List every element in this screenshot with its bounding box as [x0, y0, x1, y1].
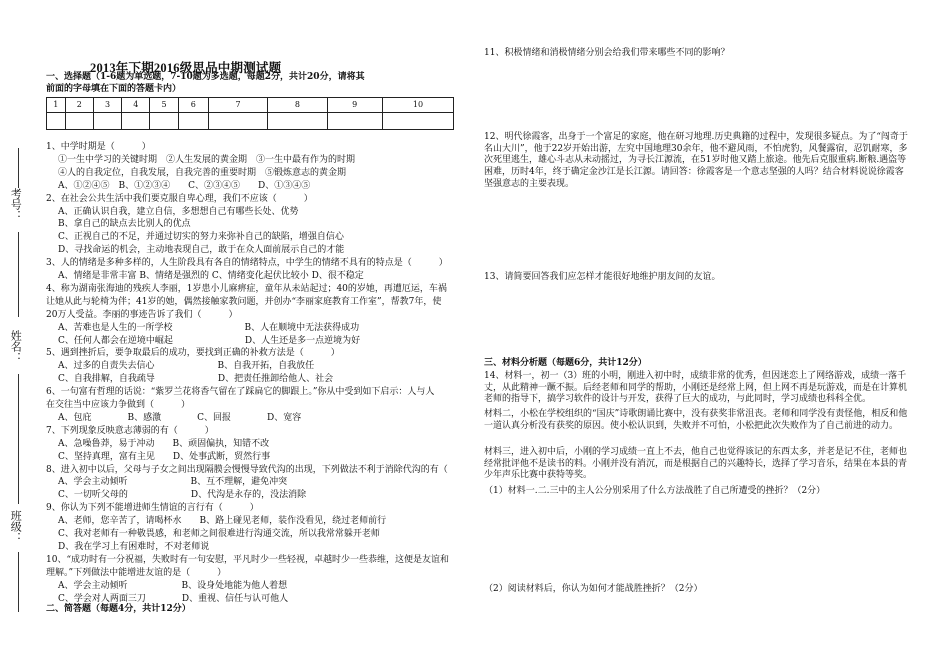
binding-line [18, 374, 19, 504]
question-line: A、急噪鲁莽，易于冲动 B、顽固偏执，知错不改 [58, 438, 270, 449]
answer-card-number: 2 [65, 98, 93, 113]
question-line: 5、遇到挫折后，要争取最后的成功，要找到正确的补救方法是（ ） [46, 348, 340, 359]
answer-card-number: 7 [208, 98, 267, 113]
binding-line [18, 148, 19, 188]
question-line: C、正视自己的不足，并通过切实的努力来弥补自己的缺陷，增强自信心 [58, 232, 344, 243]
answer-blank[interactable] [208, 113, 267, 130]
question-line: 8、进入初中以后，父母与子女之间出现隔膜会慢慢导致代沟的出现，下列做法不利于消除代沟的有（ [46, 464, 448, 475]
answer-blank[interactable] [382, 113, 453, 130]
answer-card-number: 3 [93, 98, 121, 113]
question-line: 20万人受益。李丽的事迹告诉了我们（ ） [46, 309, 238, 320]
answer-card-number: 6 [178, 98, 208, 113]
sub-question-2: （2）阅读材料后，你认为如何才能战胜挫折？（2分） [484, 584, 703, 594]
answer-card-number: 5 [150, 98, 178, 113]
question-line: A、过多的自责失去信心 B、自我开拓，自我放任 [58, 361, 315, 372]
question-line: D、寻找命运的机会，主动地表现自己，敢于在众人面前展示自己的才能 [58, 245, 345, 256]
question-line: B、拿自己的缺点去比别人的优点 [58, 219, 191, 230]
answer-card-number: 9 [327, 98, 382, 113]
section2-heading: 二、简答题（每题4分，共计12分） [46, 604, 191, 614]
question-line: A、学会主动倾听 B、设身处地能为他人着想 [58, 580, 288, 591]
question-11: 11、积极情绪和消极情绪分别会给我们带来哪些不同的影响？ [484, 48, 730, 58]
section3-heading: 三、材料分析题（每题6分，共计12分） [484, 358, 647, 368]
question-14-material1: 14、材料一，初一（3）班的小明，刚进入初中时，成绩非常的优秀，但因迷恋上了网络游戏，成绩一落千丈，从此精神一蹶不振。后经老师和同学的帮助，小刚还是经常上网，但上网不再是玩游戏，而是在计算机老师的指导下，搞学习软件的设计与开发，获得了巨大的成功，与此同时，学习成绩也科科全优。 [484, 371, 908, 405]
question-line: 9、你认为下列不能增进师生情谊的言行有（ ） [46, 503, 259, 514]
question-line: 7、下列现象反映意志薄弱的有（ ） [46, 425, 214, 436]
question-line: 10、“成功时有一分祝福，失败时有一句安慰，平凡时少一些轻视，卓越时少一些恭维，这便是友谊和 [46, 554, 450, 565]
answer-card-number: 10 [382, 98, 453, 113]
question-14-material3: 材料三，进入初中后，小刚的学习成绩一直上不去，他自己也觉得该记的东西太多，并老是记不住，老师也经常批评他不是读书的料。小刚并没有消沉，而是根据自己的兴趣特长，选择了学习音乐，结果在本县的青少年声乐比赛中获特等奖。 [484, 447, 908, 481]
answer-blank[interactable] [65, 113, 93, 130]
answer-card-number: 1 [47, 98, 66, 113]
question-line: 3、人的情绪是多种多样的，人生阶段具有各自的情绪特点，中学生的情绪不具有的特点是（ ） [46, 258, 448, 269]
question-line: 6、一句富有哲理的话说：“紫罗兰花将香气留在了踩扁它的脚跟上。”你从中受到如下启示：人与人 [46, 387, 435, 398]
question-line: 让她从此与轮椅为伴；41岁的她，偶然接触家教问题，并创办“李丽家庭教育工作室”，帮教7年，使 [46, 296, 442, 307]
question-12: 12、明代徐霞客，出身于一个富足的家庭，他在研习地理.历史典籍的过程中，发现很多疑点。为了“闯奇于名山大川”，他于22岁开始出游，左究中国地理30余年，他不避风雨，不怕虎豹，风餐露宿，忍饥耐寒，多次死里逃生，雄心斗志从未动摇过，为寻长江源流，在51岁时他又踏上旅途。他先后克服重病.断粮.遇盗等困难，历时4年，终于确定金沙江是长江源。请回答：徐霞客是一个意志坚强的人吗？结合材料说说徐霞客坚强意志的主要表现。 [484, 132, 908, 189]
exam-no-label: 考号： [9, 188, 23, 221]
sub-question-1: （1）材料一.二.三中的主人公分别采用了什么方法战胜了自己所遭受的挫折？（2分） [484, 486, 826, 496]
question-line: C、自我排解，自我疏导 D、把责任推卸给他人、社会 [58, 374, 334, 385]
page-title: 2013年下期2016级思品中期测试题 [90, 61, 282, 75]
question-14-material2: 材料二，小松在学校组织的“国庆”诗歌朗诵比赛中，没有获奖非常沮丧。老师和同学没有责怪他，相反和他一道认真分析没有获奖的原因。使小松认识到，失败并不可怕，小松把此次失败作为了自己前进的动力。 [484, 409, 908, 431]
question-line: C、坚持真理，富有主见 D、处事武断，贸然行事 [58, 451, 271, 462]
answer-blank[interactable] [47, 113, 66, 130]
section1-heading: 一、选择题（1-6题为单选题，7-10题为多选题，每题2分，共计20分，请将其 [46, 72, 365, 82]
answer-blank[interactable] [327, 113, 382, 130]
answer-blank[interactable] [122, 113, 150, 130]
question-line: A、学会主动倾听 B、互不理解，避免冲突 [58, 477, 288, 488]
answer-blank[interactable] [150, 113, 178, 130]
question-line: 2、在社会公共生活中我们要克服自卑心理，我们不应该（ ） [46, 193, 313, 204]
section1-heading-cont: 前面的字母填在下面的答题卡内） [46, 84, 182, 94]
answer-card-blanks [47, 113, 454, 130]
answer-blank[interactable] [178, 113, 208, 130]
question-line: A、正确认识自我，建立自信，多想想自己有哪些长处、优势 [58, 206, 299, 217]
answer-card-number: 8 [268, 98, 327, 113]
answer-blank[interactable] [268, 113, 327, 130]
question-line: A、情绪是非常丰富 B、情绪是强烈的 C、情绪变化起伏比较小 D、很不稳定 [58, 271, 364, 281]
question-13: 13、请简要回答我们应怎样才能很好地维护朋友间的友谊。 [484, 272, 721, 282]
name-label: 姓名： [9, 330, 23, 363]
question-line: 4、称为湖南张海迪的残疾人李丽，1岁患小儿麻痹症，童年从未站起过；40的岁她，再遭厄运，车祸 [46, 283, 447, 294]
binding-line [18, 232, 19, 317]
answer-card [46, 97, 454, 130]
class-label: 班级： [9, 510, 23, 543]
question-line: A、苦难也是人生的一所学校 B、人在顺境中无法获得成功 [58, 322, 360, 333]
question-line: C、我对老师有一种敬畏感，和老师之间很难进行沟通交流，所以我常常躲开老师 [58, 529, 380, 539]
question-line: 理解。”下列做法中能增进友谊的是（ ） [46, 567, 227, 578]
question-line: A、包庇 B、感激 C、回报 D、宽容 [58, 412, 302, 423]
question-line: C、任何人都会在逆境中崛起 D、人生还是多一点逆境为好 [58, 335, 361, 346]
binding-line [18, 552, 19, 612]
question-line: A、老师，您辛苦了，请喝杯水 B、路上碰见老师，装作没看见，绕过老师前行 [58, 516, 387, 527]
answer-card-number: 4 [122, 98, 150, 113]
question-line: C、学会对人两面三刀 D、重视、信任与认可他人 [58, 593, 289, 604]
question-line: ④人的自我定位，自我发展，自我完善的重要时期 ⑤锻炼意志的黄金期 [58, 167, 347, 178]
question-line: ①一生中学习的关键时期 ②人生发展的黄金期 ③一生中最有作为的时期 [58, 154, 356, 165]
question-line: 在交往当中应该力争做到（ ） [46, 400, 191, 410]
answer-blank[interactable] [93, 113, 121, 130]
answer-card-numbers [47, 98, 454, 113]
question-line: A、①②④⑤ B、①②③④ C、②③④⑤ D、①③④⑤ [58, 180, 311, 191]
question-line: 1、中学时期是（ ） [46, 142, 151, 152]
question-line: D、我在学习上有困难时，不对老师说 [58, 541, 210, 552]
question-line: C、一切听父母的 D、代沟是永存的，没法消除 [58, 490, 307, 501]
